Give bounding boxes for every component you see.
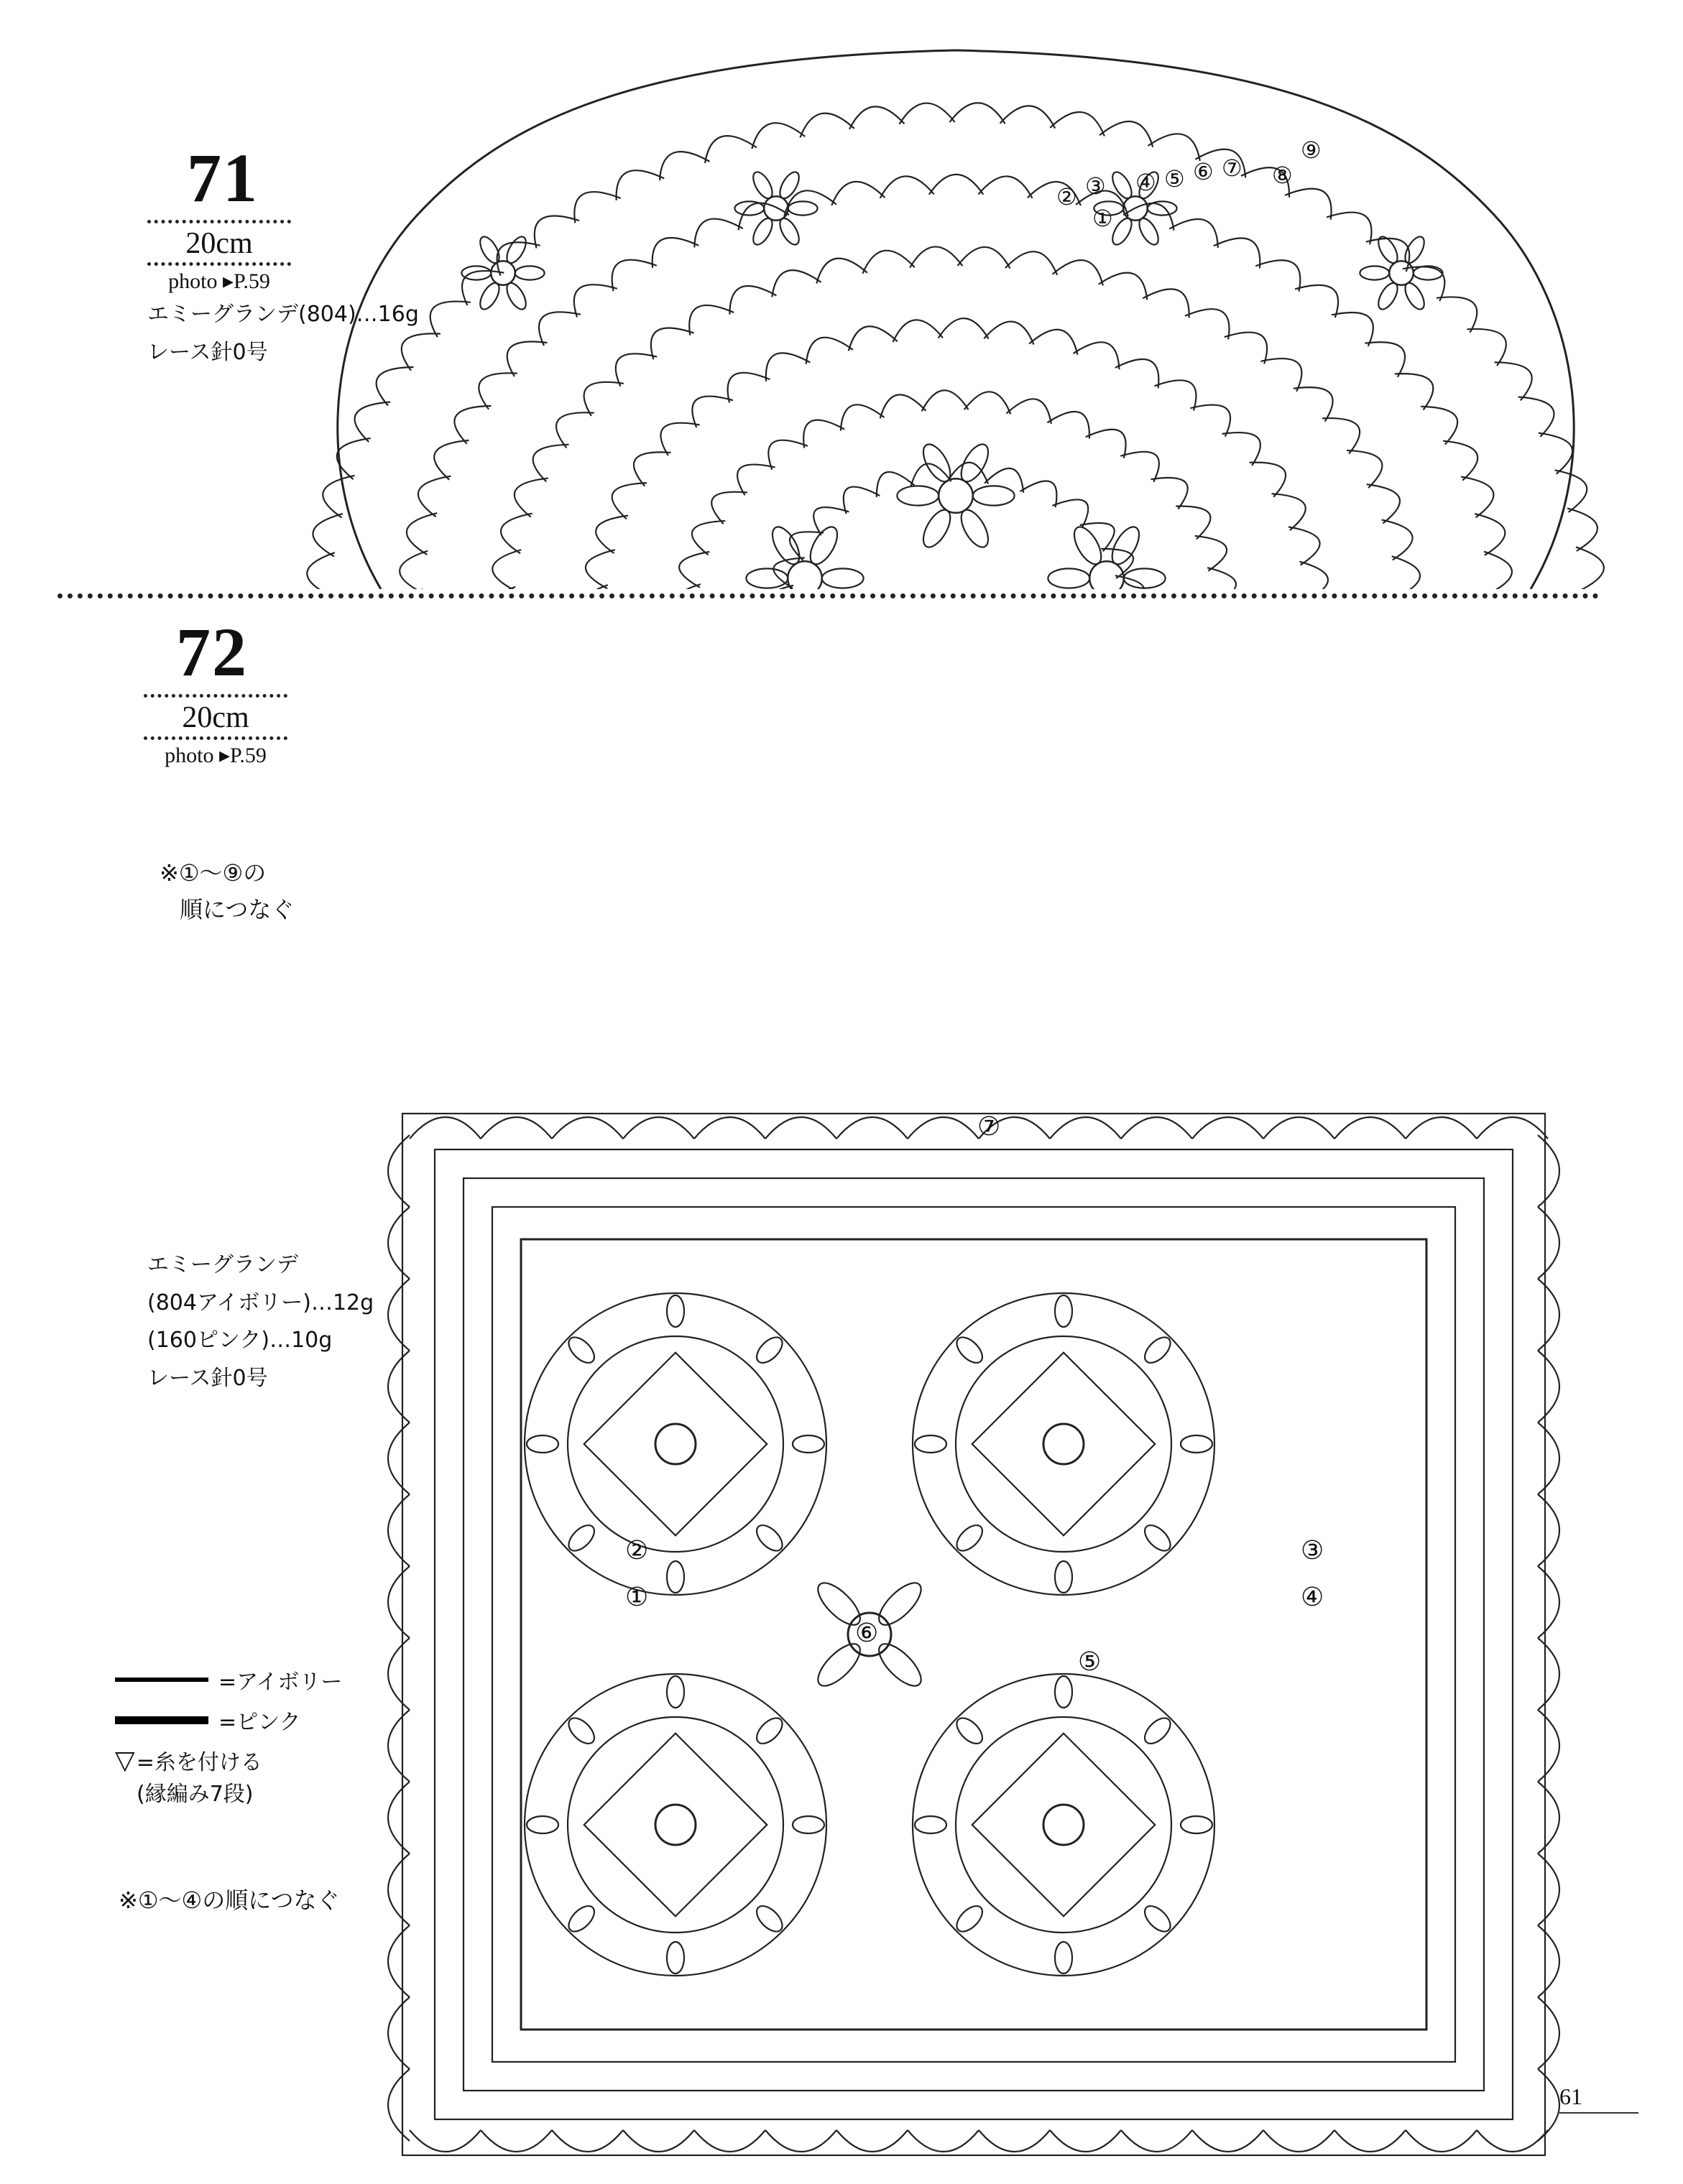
pattern-number: 72 <box>176 614 248 690</box>
dotted-rule <box>147 262 291 266</box>
scalloped-edging <box>388 1117 1559 2152</box>
attach-label: =糸を付ける <box>136 1750 262 1775</box>
join-order-number: ⑨ <box>1301 136 1322 164</box>
section-divider <box>57 593 1599 598</box>
pattern-72-header <box>144 614 287 768</box>
outer-border <box>402 1114 1545 2155</box>
join-order-number: ⑤ <box>1078 1647 1102 1677</box>
square-motif <box>525 1293 826 1595</box>
join-order-number: ⑧ <box>1272 162 1293 189</box>
join-order-number: ⑦ <box>1222 154 1242 182</box>
joining-order-labels <box>1056 136 1322 232</box>
pattern-72-chart <box>366 1099 1574 2184</box>
dotted-rule <box>144 694 287 698</box>
border-round-5 <box>435 1149 1513 2119</box>
join-order-number: ④ <box>1301 1583 1324 1612</box>
legend-ivory-label: =アイボリー <box>218 1670 343 1695</box>
attach-detail: (縁編み7段) <box>137 1782 254 1807</box>
material-hook: レース針0号 <box>147 339 268 365</box>
photo-reference: photo ▸P.59 <box>165 744 267 767</box>
legend-attach-detail <box>115 1776 342 1808</box>
material-pink: (160ピンク)…10g <box>147 1328 333 1353</box>
legend-pink <box>115 1700 342 1740</box>
joining-order-labels <box>625 1112 1324 1677</box>
page-number-rule <box>1559 2112 1638 2114</box>
ivory-line-swatch <box>115 1678 208 1682</box>
flower-motif-outer <box>1360 233 1442 312</box>
pattern-71-join-note <box>160 855 294 928</box>
attach-triangle-icon: ▽ <box>115 1745 135 1775</box>
join-order-number: ⑦ <box>977 1112 1001 1142</box>
pattern-71-header <box>147 139 291 294</box>
square-motif <box>913 1674 1214 1976</box>
join-order-number: ③ <box>1085 172 1106 200</box>
border-round-4 <box>464 1178 1484 2091</box>
page-number: 61 <box>1559 2083 1582 2109</box>
material-yarn: エミーグランデ(804)…16g <box>147 302 419 327</box>
legend-attach <box>115 1744 342 1776</box>
join-order-number: ⑥ <box>855 1619 879 1648</box>
flower-motif <box>1048 523 1165 596</box>
join-note-line1: ※①〜⑨の <box>160 859 267 887</box>
pattern-72-join-note <box>119 1882 340 1919</box>
square-motif <box>525 1674 826 1976</box>
join-order-number: ⑤ <box>1164 165 1185 193</box>
pink-line-swatch <box>115 1716 208 1724</box>
pattern-number: 71 <box>187 139 259 216</box>
pattern-71-chart <box>287 36 1624 596</box>
inner-frame <box>521 1239 1426 2030</box>
pattern-72-materials <box>147 1246 374 1397</box>
photo-reference: photo ▸P.59 <box>168 269 270 293</box>
flower-motif <box>897 440 1014 552</box>
material-ivory: (804アイボリー)…12g <box>147 1290 374 1315</box>
flower-motif <box>746 523 863 596</box>
material-hook: レース針0号 <box>147 1365 268 1391</box>
pattern-size: 20cm <box>185 227 253 260</box>
legend-ivory <box>115 1660 342 1700</box>
join-order-number: ③ <box>1301 1536 1324 1565</box>
dotted-rule <box>144 736 287 740</box>
join-order-number: ① <box>625 1583 649 1612</box>
join-note: ※①〜④の順につなぐ <box>119 1887 340 1914</box>
color-legend <box>115 1660 342 1808</box>
concentric-chain-rings <box>305 103 1604 596</box>
dotted-rule <box>147 220 291 223</box>
join-order-number: ① <box>1092 205 1113 232</box>
join-order-number: ④ <box>1135 169 1156 196</box>
join-order-number: ② <box>625 1536 649 1565</box>
legend-pink-label: =ピンク <box>218 1710 301 1735</box>
join-order-number: ② <box>1056 183 1077 210</box>
material-yarn: エミーグランデ <box>147 1252 298 1277</box>
square-motif <box>913 1293 1214 1595</box>
pattern-size: 20cm <box>182 701 249 734</box>
join-note-line2: 順につなぐ <box>180 896 295 924</box>
border-round-3 <box>492 1207 1455 2062</box>
join-order-number: ⑥ <box>1193 158 1214 185</box>
